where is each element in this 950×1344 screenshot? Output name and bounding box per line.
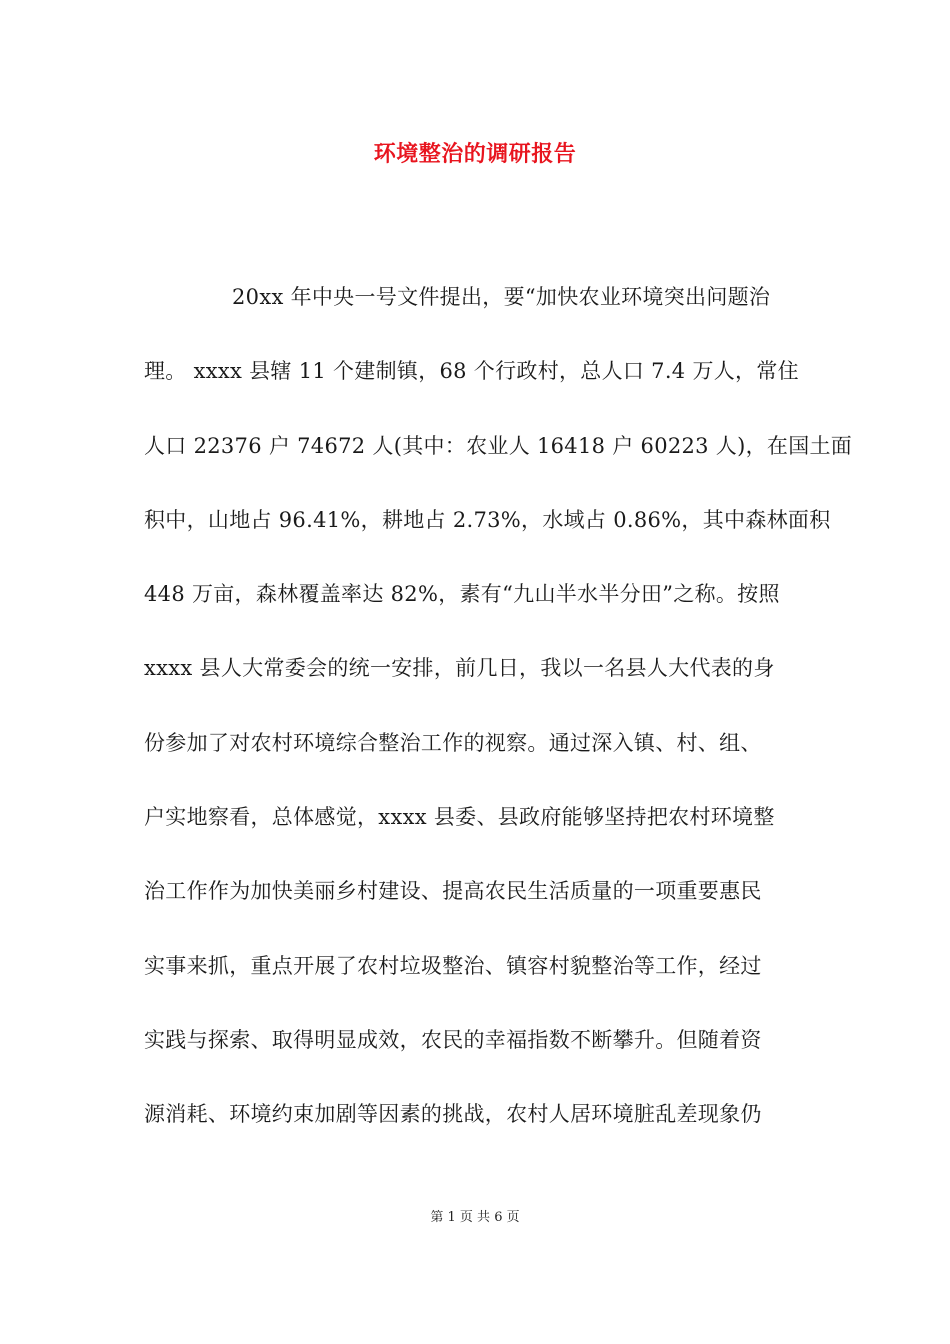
body-line: 源消耗、环境约束加剧等因素的挑战，农村人居环境脏乱差现象仍 bbox=[144, 1102, 762, 1127]
body-line: 份参加了对农村环境综合整治工作的视察。通过深入镇、村、组、 bbox=[144, 730, 762, 755]
body-line: 20xx 年中央一号文件提出，要“加快农业环境突出问题治 bbox=[232, 285, 771, 309]
body-line: 积中，山地占 96.41%，耕地占 2.73%，水域占 0.86%，其中森林面积 bbox=[144, 507, 831, 532]
body-line: 户实地察看，总体感觉，xxxx 县委、县政府能够坚持把农村环境整 bbox=[144, 805, 775, 830]
body-line: 448 万亩，森林覆盖率达 82%，素有“九山半水半分田”之称。按照 bbox=[144, 582, 780, 607]
page-number-footer: 第 1 页 共 6 页 bbox=[430, 1210, 520, 1225]
body-line: 实事来抓，重点开展了农村垃圾整治、镇容村貌整治等工作，经过 bbox=[144, 953, 762, 978]
body-line: 实践与探索、取得明显成效，农民的幸福指数不断攀升。但随着资 bbox=[144, 1027, 762, 1052]
body-line: 理。 xxxx 县辖 11 个建制镇，68 个行政村，总人口 7.4 万人，常住 bbox=[144, 359, 799, 384]
document-title: 环境整治的调研报告 bbox=[373, 141, 577, 167]
body-line: 治工作作为加快美丽乡村建设、提高农民生活质量的一项重要惠民 bbox=[144, 879, 762, 904]
body-line: xxxx 县人大常委会的统一安排，前几日，我以一名县人大代表的身 bbox=[144, 656, 775, 681]
body-line: 人口 22376 户 74672 人(其中：农业人 16418 户 60223 人)，在国土面 bbox=[144, 433, 853, 458]
document-body bbox=[144, 277, 853, 1169]
